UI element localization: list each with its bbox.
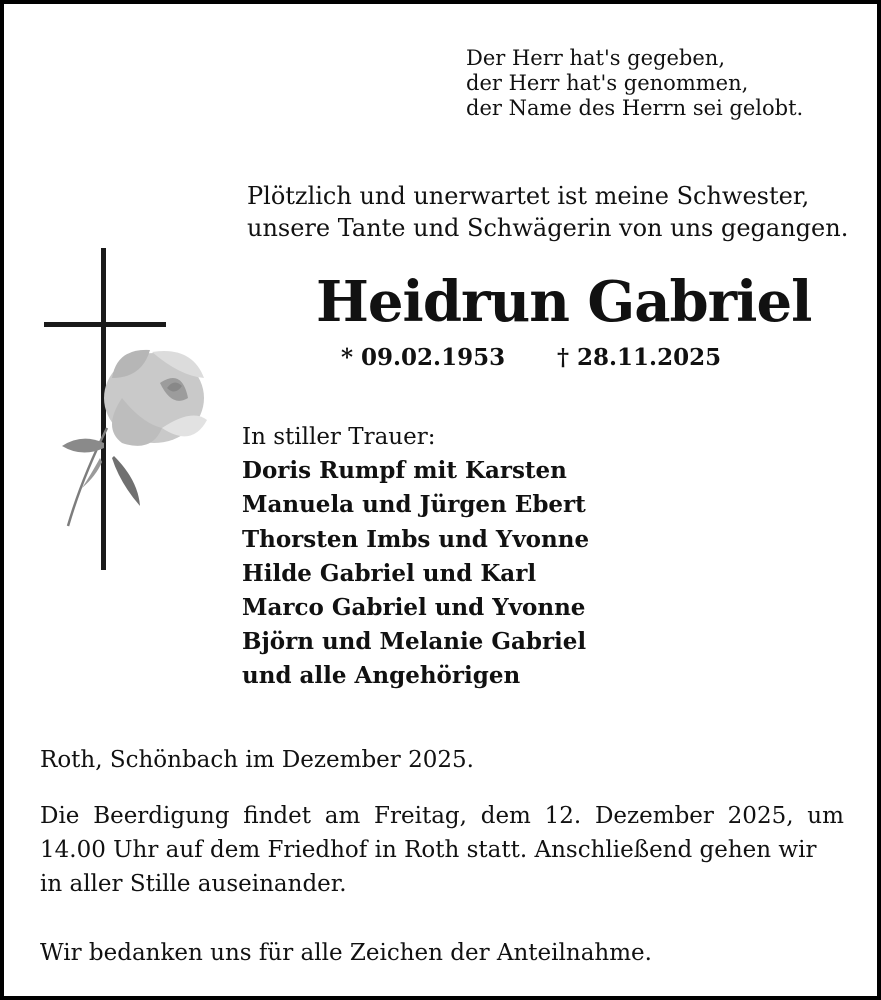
mourners-block bbox=[242, 420, 589, 694]
funeral-line-3: in aller Stille auseinander. bbox=[40, 871, 347, 897]
mourner-name: Björn und Melanie Gabriel bbox=[242, 628, 587, 656]
funeral-word: dem bbox=[480, 803, 531, 829]
funeral-word: Freitag, bbox=[374, 803, 467, 829]
funeral-info bbox=[40, 799, 844, 901]
place-and-date: Roth, Schönbach im Dezember 2025. bbox=[40, 747, 474, 773]
funeral-line-2: 14.00 Uhr auf dem Friedhof in Roth statt. Anschließend gehen wir bbox=[40, 837, 817, 863]
mourner-name: Manuela und Jürgen Ebert bbox=[242, 491, 586, 519]
birth-date: * 09.02.1953 bbox=[341, 344, 506, 371]
funeral-word: um bbox=[807, 803, 844, 829]
funeral-word: 12. bbox=[544, 803, 582, 829]
thanks-text: Wir bedanken uns für alle Zeichen der Anteilnahme. bbox=[40, 940, 652, 966]
funeral-line-1 bbox=[40, 799, 844, 833]
cross-with-rose bbox=[42, 248, 217, 578]
funeral-word: findet bbox=[243, 803, 311, 829]
mourner-name: Marco Gabriel und Yvonne bbox=[242, 594, 586, 622]
mourner-name: Hilde Gabriel und Karl bbox=[242, 559, 537, 587]
verse-line: der Name des Herrn sei gelobt. bbox=[466, 96, 804, 120]
funeral-word: Beerdigung bbox=[93, 803, 230, 829]
mourners-label: In stiller Trauer: bbox=[242, 424, 436, 450]
rose-icon bbox=[62, 350, 207, 526]
funeral-word: Die bbox=[40, 803, 80, 829]
intro-text bbox=[247, 180, 848, 244]
funeral-word: 2025, bbox=[727, 803, 794, 829]
mourner-name: Thorsten Imbs und Yvonne bbox=[242, 525, 590, 553]
intro-line: unsere Tante und Schwägerin von uns gegangen. bbox=[247, 214, 849, 242]
verse-line: Der Herr hat's gegeben, bbox=[466, 46, 725, 70]
verse-line: der Herr hat's genommen, bbox=[466, 71, 749, 95]
bible-verse bbox=[466, 46, 803, 121]
death-date: † 28.11.2025 bbox=[557, 344, 722, 371]
funeral-word: am bbox=[324, 803, 361, 829]
intro-line: Plötzlich und unerwartet ist meine Schwester, bbox=[247, 182, 810, 210]
funeral-word: Dezember bbox=[594, 803, 714, 829]
deceased-name: Heidrun Gabriel bbox=[316, 269, 812, 335]
mourner-name: Doris Rumpf mit Karsten bbox=[242, 457, 567, 485]
mourner-name: und alle Angehörigen bbox=[242, 662, 521, 690]
